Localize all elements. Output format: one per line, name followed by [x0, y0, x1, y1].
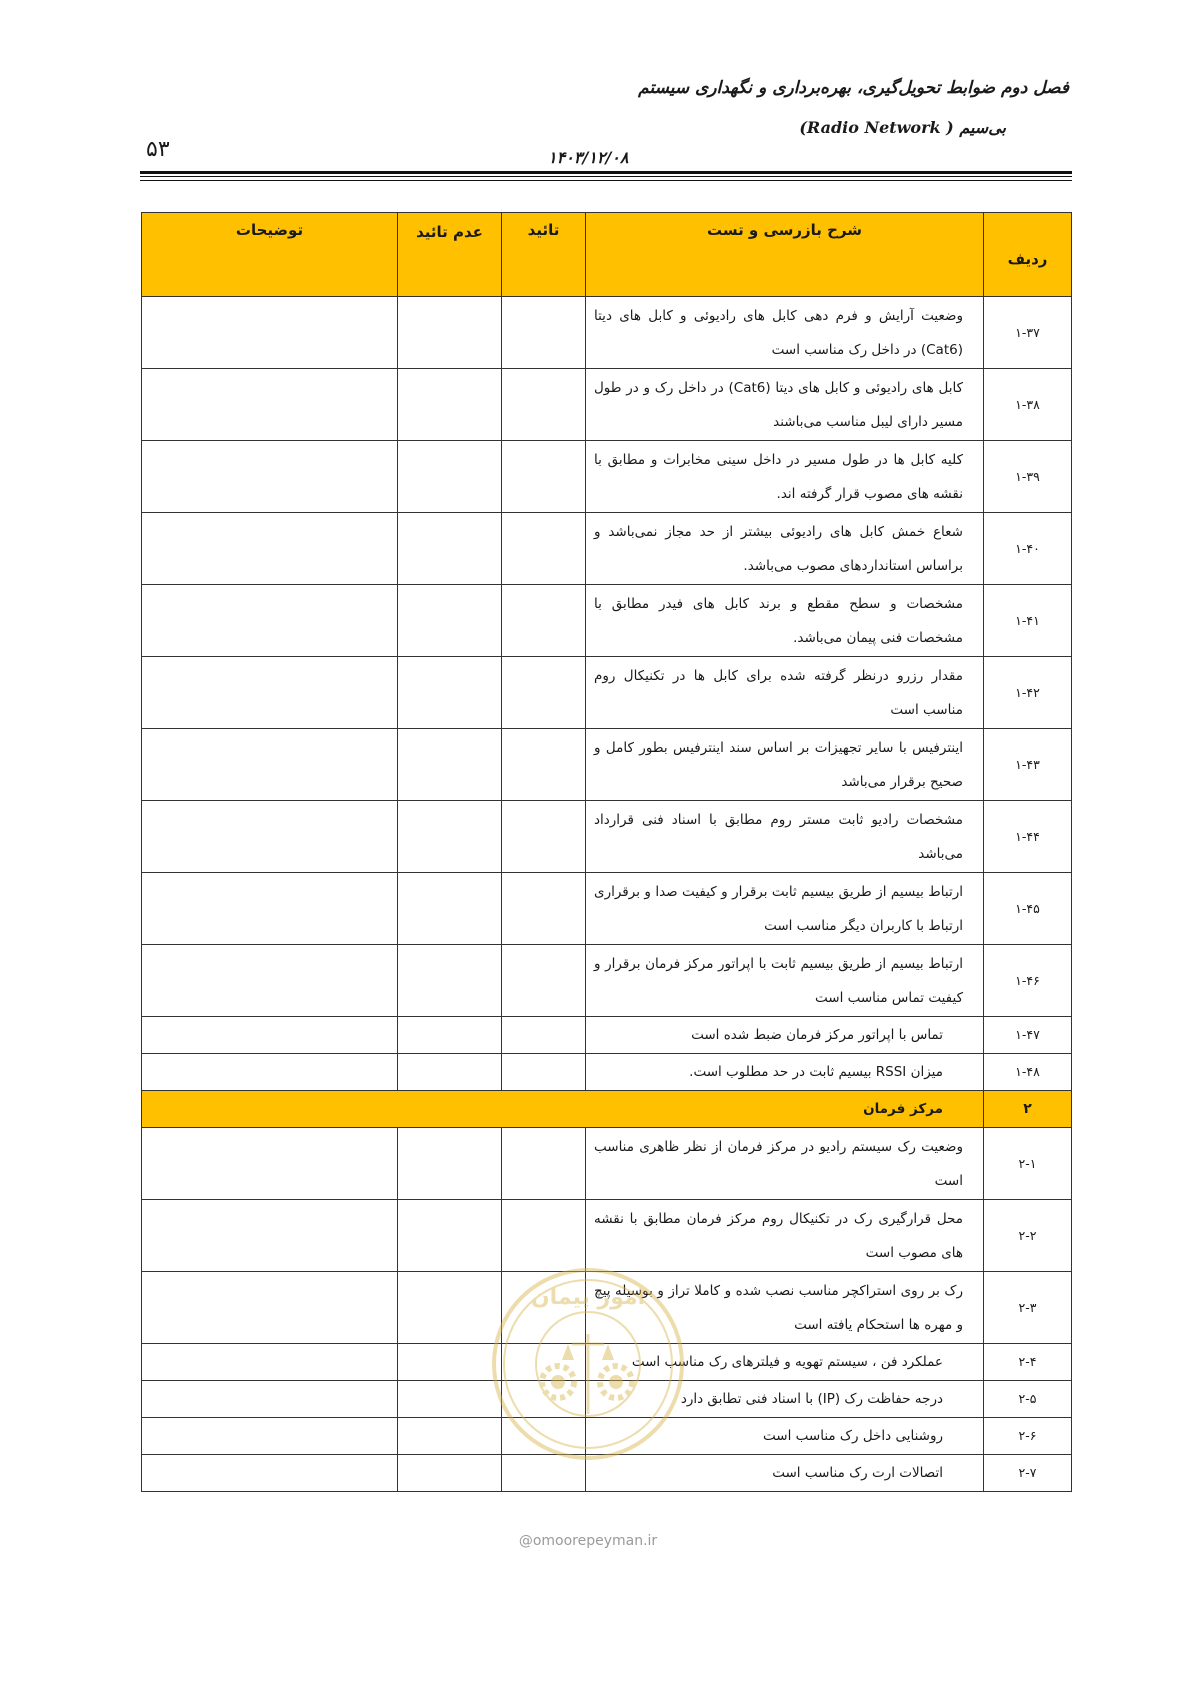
approve-cell[interactable] [502, 1054, 586, 1091]
row-number: ۲-۳ [984, 1272, 1072, 1344]
reject-cell[interactable] [398, 297, 502, 369]
table-row [142, 657, 1072, 729]
header-notes: توضیحات [142, 213, 398, 297]
notes-cell[interactable] [142, 1200, 398, 1272]
reject-cell[interactable] [398, 1128, 502, 1200]
reject-cell[interactable] [398, 1455, 502, 1492]
table-row [142, 801, 1072, 873]
row-description: مشخصات و سطح مقطع و برند کابل های فیدر مطابق با مشخصات فنی پیمان می‌باشد. [586, 585, 984, 657]
table-row [142, 1344, 1072, 1381]
row-description: تماس با اپراتور مرکز فرمان ضبط شده است [586, 1017, 984, 1054]
approve-cell[interactable] [502, 1017, 586, 1054]
row-description: شعاع خمش کابل های رادیوئی بیشتر از حد مجاز نمی‌باشد و براساس استانداردهای مصوب می‌باشد. [586, 513, 984, 585]
reject-cell[interactable] [398, 585, 502, 657]
table-row [142, 369, 1072, 441]
row-number: ۱-۳۹ [984, 441, 1072, 513]
row-number: ۱-۳۷ [984, 297, 1072, 369]
row-description: اینترفیس با سایر تجهیزات بر اساس سند اینترفیس بطور کامل و صحیح برقرار می‌باشد [586, 729, 984, 801]
row-number: ۱-۴۶ [984, 945, 1072, 1017]
notes-cell[interactable] [142, 1128, 398, 1200]
notes-cell[interactable] [142, 1054, 398, 1091]
row-number: ۱-۴۲ [984, 657, 1072, 729]
approve-cell[interactable] [502, 1200, 586, 1272]
website-url: omoorepeyman.ir [532, 1533, 658, 1549]
reject-cell[interactable] [398, 1054, 502, 1091]
notes-cell[interactable] [142, 1381, 398, 1418]
reject-cell[interactable] [398, 1200, 502, 1272]
row-description: درجه حفاظت رک (IP) با اسناد فنی تطابق دارد [586, 1381, 984, 1418]
notes-cell[interactable] [142, 1344, 398, 1381]
approve-cell[interactable] [502, 1455, 586, 1492]
reject-cell[interactable] [398, 1381, 502, 1418]
row-number: ۱-۴۱ [984, 585, 1072, 657]
reject-cell[interactable] [398, 945, 502, 1017]
notes-cell[interactable] [142, 945, 398, 1017]
section-number: ۲ [984, 1091, 1072, 1128]
row-number: ۱-۴۰ [984, 513, 1072, 585]
notes-cell[interactable] [142, 585, 398, 657]
row-number: ۱-۴۵ [984, 873, 1072, 945]
row-number: ۱-۴۳ [984, 729, 1072, 801]
approve-cell[interactable] [502, 945, 586, 1017]
reject-cell[interactable] [398, 1418, 502, 1455]
notes-cell[interactable] [142, 1455, 398, 1492]
approve-cell[interactable] [502, 1381, 586, 1418]
row-number: ۲-۱ [984, 1128, 1072, 1200]
header-approve: تائید [502, 213, 586, 297]
table-row [142, 873, 1072, 945]
row-description: مقدار رزرو درنظر گرفته شده برای کابل ها در تکنیکال روم مناسب است [586, 657, 984, 729]
table-header-row [142, 213, 1072, 297]
approve-cell[interactable] [502, 1418, 586, 1455]
table-row [142, 1054, 1072, 1091]
approve-cell[interactable] [502, 873, 586, 945]
row-description: روشنایی داخل رک مناسب است [586, 1418, 984, 1455]
reject-cell[interactable] [398, 801, 502, 873]
chapter-subtitle: بی‌سیم ( Radio Network) [799, 118, 1006, 137]
header-reject: عدم تائید [398, 213, 502, 297]
row-number: ۱-۴۴ [984, 801, 1072, 873]
approve-cell[interactable] [502, 801, 586, 873]
table-row [142, 1418, 1072, 1455]
header-rule-thin [140, 176, 1072, 177]
website-link[interactable]: @omoorepeyman.ir [518, 1533, 658, 1549]
row-description: عملکرد فن ، سیستم تهویه و فیلترهای رک مناسب است [586, 1344, 984, 1381]
notes-cell[interactable] [142, 1272, 398, 1344]
approve-cell[interactable] [502, 297, 586, 369]
notes-cell[interactable] [142, 801, 398, 873]
header-row-number: ردیف [984, 213, 1072, 297]
table-row [142, 729, 1072, 801]
chapter-title: فصل دوم ضوابط تحویل‌گیری، بهره‌برداری و نگهداری سیستم [638, 78, 1069, 98]
header-rule-thick [140, 171, 1072, 174]
reject-cell[interactable] [398, 1017, 502, 1054]
notes-cell[interactable] [142, 297, 398, 369]
table-row [142, 1455, 1072, 1492]
row-description: اتصالات ارت رک مناسب است [586, 1455, 984, 1492]
row-number: ۲-۵ [984, 1381, 1072, 1418]
approve-cell[interactable] [502, 369, 586, 441]
table-row [142, 1272, 1072, 1344]
table-row [142, 945, 1072, 1017]
table-row [142, 1128, 1072, 1200]
reject-cell[interactable] [398, 369, 502, 441]
table-row [142, 1200, 1072, 1272]
table-row [142, 1017, 1072, 1054]
row-number: ۲-۴ [984, 1344, 1072, 1381]
reject-cell[interactable] [398, 873, 502, 945]
row-description: کلیه کابل ها در طول مسیر در داخل سینی مخابرات و مطابق با نقشه های مصوب قرار گرفته اند. [586, 441, 984, 513]
inspection-checklist-table [141, 212, 1072, 1492]
row-description: محل قرارگیری رک در تکنیکال روم مرکز فرمان مطابق با نقشه های مصوب است [586, 1200, 984, 1272]
row-number: ۲-۷ [984, 1455, 1072, 1492]
reject-cell[interactable] [398, 441, 502, 513]
row-description: مشخصات رادیو ثابت مستر روم مطابق با اسناد فنی قرارداد می‌باشد [586, 801, 984, 873]
row-number: ۱-۴۸ [984, 1054, 1072, 1091]
approve-cell[interactable] [502, 657, 586, 729]
notes-cell[interactable] [142, 729, 398, 801]
notes-cell[interactable] [142, 369, 398, 441]
approve-cell[interactable] [502, 1128, 586, 1200]
notes-cell[interactable] [142, 441, 398, 513]
document-date: ۱۴۰۳/۱۲/۰۸ [548, 148, 629, 167]
row-number: ۲-۶ [984, 1418, 1072, 1455]
reject-cell[interactable] [398, 657, 502, 729]
row-description: وضعیت آرایش و فرم دهی کابل های رادیوئی و کابل های دیتا (Cat6) در داخل رک مناسب است [586, 297, 984, 369]
row-number: ۱-۴۷ [984, 1017, 1072, 1054]
reject-cell[interactable] [398, 513, 502, 585]
row-description: میزان RSSI بیسیم ثابت در حد مطلوب است. [586, 1054, 984, 1091]
notes-cell[interactable] [142, 513, 398, 585]
section-header-row [142, 1091, 1072, 1128]
page-number: ۵۳ [146, 137, 170, 162]
table-row [142, 1381, 1072, 1418]
row-description: کابل های رادیوئی و کابل های دیتا (Cat6) در داخل رک و در طول مسیر دارای لیبل مناسب می‌باشند [586, 369, 984, 441]
row-description: رک بر روی استراکچر مناسب نصب شده و کاملا تراز و بوسیله پیچ و مهره ها استحکام یافته است [586, 1272, 984, 1344]
notes-cell[interactable] [142, 657, 398, 729]
table-row [142, 297, 1072, 369]
approve-cell[interactable] [502, 441, 586, 513]
reject-cell[interactable] [398, 729, 502, 801]
table-row [142, 585, 1072, 657]
approve-cell[interactable] [502, 585, 586, 657]
header-description: شرح بازرسی و تست [586, 213, 984, 297]
table-row [142, 513, 1072, 585]
svg-text:امور پیمان: امور پیمان [530, 1285, 646, 1310]
approve-cell[interactable] [502, 729, 586, 801]
notes-cell[interactable] [142, 1017, 398, 1054]
reject-cell[interactable] [398, 1272, 502, 1344]
row-description: ارتباط بیسیم از طریق بیسیم ثابت برقرار و کیفیت صدا و برقراری ارتباط با کاربران دیگر مناسب است [586, 873, 984, 945]
notes-cell[interactable] [142, 1418, 398, 1455]
row-number: ۲-۲ [984, 1200, 1072, 1272]
approve-cell[interactable] [502, 513, 586, 585]
table-row [142, 441, 1072, 513]
row-number: ۱-۳۸ [984, 369, 1072, 441]
approve-cell[interactable] [502, 1344, 586, 1381]
header-rule-thin [140, 180, 1072, 181]
row-description: ارتباط بیسیم از طریق بیسیم ثابت با اپراتور مرکز فرمان برقرار و کیفیت تماس مناسب است [586, 945, 984, 1017]
approve-cell[interactable] [502, 1272, 586, 1344]
notes-cell[interactable] [142, 873, 398, 945]
section-title: مرکز فرمان [142, 1091, 984, 1128]
reject-cell[interactable] [398, 1344, 502, 1381]
row-description: وضعیت رک سیستم رادیو در مرکز فرمان از نظر ظاهری مناسب است [586, 1128, 984, 1200]
